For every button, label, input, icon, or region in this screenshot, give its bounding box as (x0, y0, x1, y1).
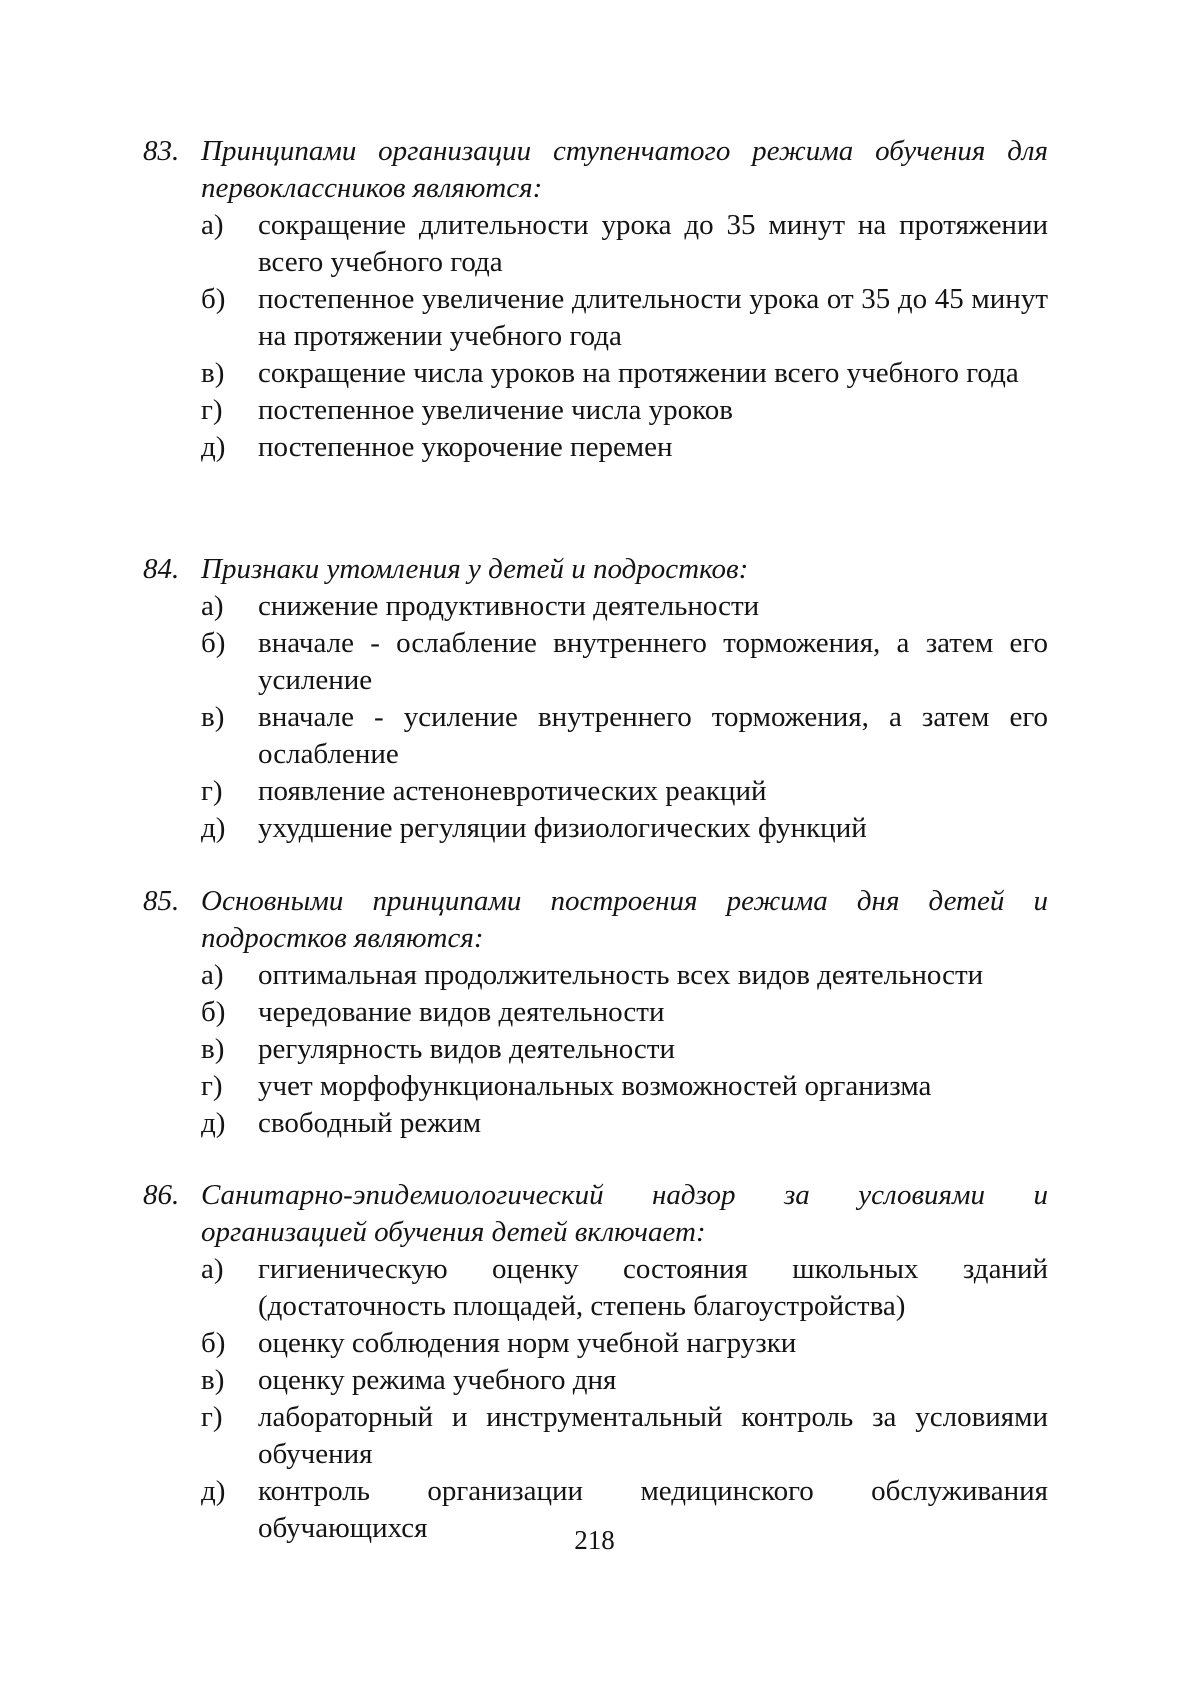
answer-letter: а) (201, 959, 224, 991)
answer-text: вначале - усиление внутреннего торможения, а затем его ослабление (258, 701, 1048, 770)
answer-option (143, 392, 1048, 429)
answer-option (143, 810, 1048, 847)
answer-text: постепенное укорочение перемен (258, 431, 673, 463)
question-number: 86. (143, 1179, 180, 1211)
answer-text: гигиеническую оценку состояния школьных зданий (достаточность площадей, степень благоустройства) (258, 1253, 1048, 1322)
answer-text: ухудшение регуляции физиологических функций (258, 812, 867, 844)
answer-option (143, 1399, 1048, 1473)
answer-option (143, 1105, 1048, 1142)
answer-option (143, 588, 1048, 625)
answer-option (143, 1031, 1048, 1068)
question-text: Основными принципами построения режима дня детей и подростков являются: (201, 885, 1048, 954)
answer-letter: в) (201, 1364, 225, 1396)
answer-text: чередование видов деятельности (258, 996, 665, 1028)
answer-letter: а) (201, 209, 224, 241)
answer-letter: а) (201, 1253, 224, 1285)
question-83 (143, 133, 1048, 466)
answer-text: регулярность видов деятельности (258, 1033, 675, 1065)
answer-option (143, 1325, 1048, 1362)
answer-text: сокращение числа уроков на протяжении всего учебного года (258, 357, 1019, 389)
question-84 (143, 551, 1048, 847)
answer-option (143, 281, 1048, 355)
answer-option (143, 957, 1048, 994)
answer-letter: д) (201, 431, 226, 463)
answer-letter: б) (201, 627, 226, 659)
answer-option (143, 699, 1048, 773)
answer-letter: г) (201, 394, 223, 426)
question-86 (143, 1177, 1048, 1547)
answer-letter: б) (201, 996, 226, 1028)
question-text: Признаки утомления у детей и подростков: (201, 553, 749, 585)
answer-option (143, 1068, 1048, 1105)
answer-option (143, 625, 1048, 699)
answer-text: свободный режим (258, 1107, 482, 1139)
answer-text: снижение продуктивности деятельности (258, 590, 760, 622)
answer-letter: в) (201, 1033, 225, 1065)
answer-option (143, 1251, 1048, 1325)
answer-letter: в) (201, 357, 225, 389)
answer-option (143, 207, 1048, 281)
answer-text: учет морфофункциональных возможностей организма (258, 1070, 932, 1102)
answer-text: оптимальная продолжительность всех видов деятельности (258, 959, 984, 991)
answer-text: контроль организации медицинского обслуживания обучающихся (258, 1475, 1048, 1544)
answer-letter: г) (201, 775, 223, 807)
answer-letter: д) (201, 812, 226, 844)
question-text: Принципами организации ступенчатого режима обучения для первоклассников являются: (201, 135, 1048, 204)
answer-text: появление астеноневротических реакций (258, 775, 767, 807)
answer-text: вначале - ослабление внутреннего торможения, а затем его усиление (258, 627, 1048, 696)
answer-text: лабораторный и инструментальный контроль за условиями обучения (258, 1401, 1048, 1470)
answer-list (143, 588, 1048, 847)
answer-text: сокращение длительности урока до 35 минут на протяжении всего учебного года (258, 209, 1048, 278)
answer-option (143, 355, 1048, 392)
question-number: 84. (143, 553, 180, 585)
answer-text: постепенное увеличение длительности урока от 35 до 45 минут на протяжении учебного года (258, 283, 1048, 352)
answer-letter: г) (201, 1401, 223, 1433)
answer-letter: в) (201, 701, 225, 733)
answer-list (143, 207, 1048, 466)
answer-option (143, 773, 1048, 810)
answer-text: постепенное увеличение числа уроков (258, 394, 733, 426)
answer-letter: д) (201, 1475, 226, 1507)
question-number: 85. (143, 885, 180, 917)
answer-option (143, 1362, 1048, 1399)
answer-list (143, 1251, 1048, 1547)
answer-letter: д) (201, 1107, 226, 1139)
question-text: Санитарно-эпидемиологический надзор за условиями и организацией обучения детей включает: (201, 1179, 1048, 1248)
question-header (143, 1177, 1048, 1251)
answer-text: оценку режима учебного дня (258, 1364, 617, 1396)
answer-text: оценку соблюдения норм учебной нагрузки (258, 1327, 797, 1359)
answer-letter: а) (201, 590, 224, 622)
question-header (143, 883, 1048, 957)
question-header (143, 133, 1048, 207)
answer-option (143, 429, 1048, 466)
page-number: 218 (574, 1525, 615, 1555)
question-header (143, 551, 1048, 588)
answer-list (143, 957, 1048, 1142)
answer-letter: б) (201, 283, 226, 315)
answer-letter: б) (201, 1327, 226, 1359)
answer-option (143, 994, 1048, 1031)
question-number: 83. (143, 135, 180, 167)
answer-letter: г) (201, 1070, 223, 1102)
question-85 (143, 883, 1048, 1142)
